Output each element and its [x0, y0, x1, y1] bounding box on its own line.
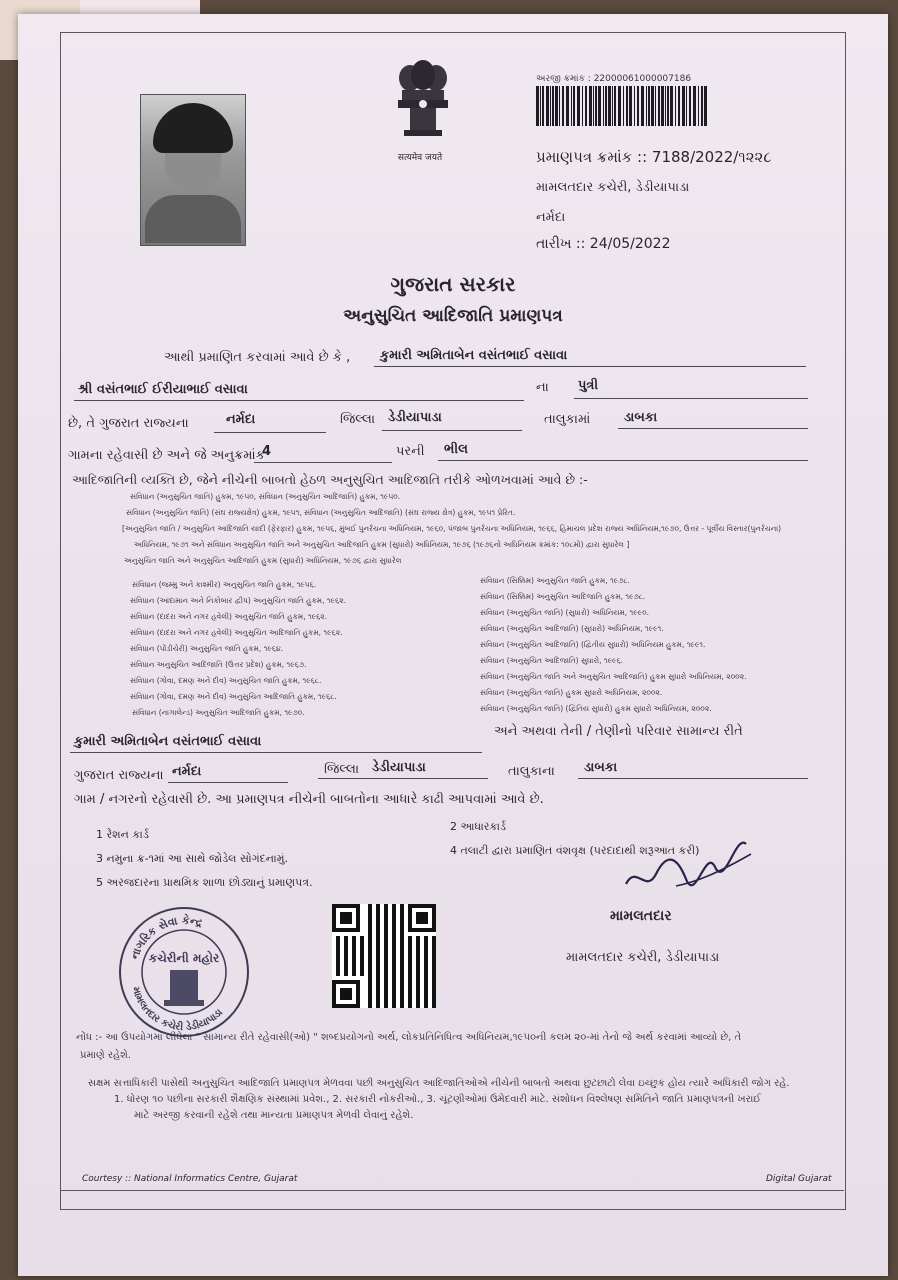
underline	[574, 398, 808, 399]
district-label-2: જિલ્લા	[324, 762, 360, 777]
order-left: સંવિધાન (પોંડીચેરી) અનુસુચિત જાતિ હુકમ, ૧૯૬૪.	[130, 644, 284, 653]
district-label: જિલ્લા	[340, 412, 376, 427]
order-line: અનુસુચિત જાતિ અને અનુસુચિત આદિજાતિ હુકમ (સુધારો) અધિનિયમ, ૧૯૭૬ દ્વારા સુધારેલ	[124, 556, 402, 565]
certificate-number: પ્રમાણપત્ર ક્રમાંક :: 7188/2022/૧૨૨૮	[536, 148, 772, 166]
basis-text: ગામ / નગરનો રહેવાસી છે. આ પ્રમાણપત્ર નીચેની બાબતોના આધારે કાઢી આપવામાં આવે છે.	[74, 792, 544, 807]
district-name: નર્મદા	[226, 412, 256, 427]
underline	[382, 430, 522, 431]
issuing-office: મામલતદાર કચેરી, ડેડીયાપાડા	[536, 180, 690, 195]
resident-label: ગામના રહેવાસી છે અને જે અનુક્રમાંક	[68, 448, 265, 463]
order-left: સંવિધાન (ગોવા, દમણ અને દીવ) અનુસુચિત આદિજાતિ હુકમ, ૧૯૬૮.	[130, 692, 337, 701]
application-number: અરજી ક્રમાંક : 22000061000007186	[536, 74, 692, 84]
district-value: ડેડીયાપાડા	[388, 410, 442, 425]
order-right: સંવિધાન (અનુસુચિત આદિજાતિ) (સુધારો) અધિનિયમ, ૧૯૯૧.	[480, 624, 664, 633]
officer-signature	[606, 824, 756, 904]
order-right: સંવિધાન (અનુસુચિત જાતિ અને અનુસુચિત આદિજાતિ) હુકમ સુધારો અધિનિયમ, ૨૦૦૨.	[480, 672, 747, 681]
underline	[374, 366, 806, 367]
cert-intro: આથી પ્રમાણિત કરવામાં આવે છે કે ,	[164, 350, 351, 365]
father-name: શ્રી વસંતભાઈ ઈરીયાભાઈ વસાવા	[78, 382, 248, 397]
order-left: સંવિધાન (દાદરા અને નગર હવેલી) અનુસુચિત આદિજાતિ હુકમ, ૧૯૬૨.	[130, 628, 343, 637]
order-left: સંવિધાન (જમ્મુ અને કાશ્મીર) અનુસુચિત જાતિ હુકમ, ૧૯૫૬.	[132, 580, 317, 589]
order-line: અધિનિયમ, ૧૯૭૧ અને સંવિધાન અનુસુચિત જાતિ અને અનુસુચિત આદિજાતિ હુકમ (સુધારો) અધિનિયમ, ૧૯૭૬ (૧૯૭૬નો અધિનિયમ ક્રમાંક: ૧૦૮મો) દ્વારા સુધારેલ ]	[134, 540, 630, 549]
note-line: માટે અરજી કરવાની રહેશે તથા માન્યતા પ્રમાણપત્ર મેળવી લેવાનું રહેશે.	[134, 1110, 414, 1121]
footer-brand: Digital Gujarat	[766, 1174, 832, 1184]
document-item: 3 નમુના ક્ર-૧માં આ સાથે જોડેલ સોગંદનામું.	[96, 852, 288, 865]
tribe-value: ભીલ	[444, 442, 468, 457]
order-right: સંવિધાન (અનુસુચિત જાતિ) (દ્વિતિય સુધારો) હુકમ સુધારો અધિનિયમ, ૨૦૦૨.	[480, 704, 712, 713]
document-item: 5 અરજદારના પ્રાથમિક શાળા છોડ્યાનું પ્રમાણપત્ર.	[96, 876, 313, 889]
barcode	[536, 86, 708, 126]
district-name-2: નર્મદા	[172, 764, 202, 779]
seal-top-text: નાગરિક સેવા કેન્દ્ર	[127, 913, 205, 962]
office-seal-icon	[114, 902, 254, 1042]
order-right: સંવિધાન (અનુસુચિત આદિજાતિ) સુધારો, ૧૯૯૬.	[480, 656, 624, 665]
residence-text: અને અથવા તેની / તેણીનો પરિવાર સામાન્ય રીતે	[494, 724, 743, 739]
seal-center-text: કચેરીની મહોર	[148, 951, 220, 965]
underline	[254, 462, 392, 463]
underline	[318, 778, 488, 779]
order-right: સંવિધાન (અનુસુચિત જાતિ) હુકમ સુધારો અધિનિયમ, ૨૦૦૨.	[480, 688, 663, 697]
order-left: સંવિધાન (દાદરા અને નગર હવેલી) અનુસુચિત જાતિ હુકમ, ૧૯૬૨.	[130, 612, 328, 621]
emblem-caption: सत्यमेव जयते	[397, 153, 443, 163]
national-emblem-icon	[388, 58, 458, 138]
declaration-text: આદિજાતિની વ્યક્તિ છે, જેને નીચેની બાબતો હેઠળ અનુસુચિત આદિજાતિ તરીકે ઓળખવામાં આવે છે :-	[72, 472, 588, 487]
underline	[214, 432, 326, 433]
order-right: સંવિધાન (અનુસુચિત આદિજાતિ) (દ્વિતીય સુધારો) અધિનિયમ હુકમ, ૧૯૯૧.	[480, 640, 706, 649]
district-value-2: ડેડીયાપાડા	[372, 760, 426, 775]
state-label: છે, તે ગુજરાત રાજ્યના	[68, 416, 189, 431]
order-line: સંવિધાન (અનુસુચિત જાતિ) (સંઘ રાજ્યક્ષેત્ર) હુકમ, ૧૯૫૧, સંવિધાન (અનુસુચિત આદિજાતિ) (સંઘ રાજ્ય ક્ષેત્ર) હુકમ, ૧૯૫૧ પ્રેરિત.	[126, 508, 516, 517]
underline	[578, 778, 808, 779]
document-item: 4 તલાટી દ્વારા પ્રમાણિત વંશવૃક્ષ (પરદાદાથી શરૂઆત કરી)	[450, 844, 700, 857]
taluka-label-2: તાલુકાના	[508, 764, 555, 779]
government-title: ગુજરાત સરકાર	[390, 272, 516, 296]
order-left: સંવિધાન અનુસુચિત આદિજાતિ (ઉત્તર પ્રદેશ) હુકમ, ૧૯૬૭.	[130, 660, 307, 669]
underline	[74, 400, 524, 401]
underline	[70, 752, 482, 753]
taluka-value: ડાબકા	[624, 410, 658, 425]
officer-office: મામલતદાર કચેરી, ડેડીયાપાડા	[566, 950, 720, 965]
certificate-title: અનુસુચિત આદિજાતિ પ્રમાણપત્ર	[343, 306, 563, 326]
qr-code	[332, 904, 436, 1008]
tribe-label: પરની	[396, 444, 425, 459]
underline	[618, 428, 808, 429]
note-line: પ્રમાણે રહેશે.	[80, 1050, 132, 1061]
applicant-name: કુમારી અમિતાબેન વસંતભાઈ વસાવા	[380, 348, 568, 363]
relation-label: ના	[536, 380, 549, 395]
issue-date: તારીખ :: 24/05/2022	[536, 236, 671, 252]
note-line: 1. ધોરણ ૧૦ પછીના સરકારી શૈક્ષણિક સંસ્થામાં પ્રવેશ., 2. સરકારી નોકરીઓ., 3. ચૂંટણીઓમાં ઉમેદવારી માટે. સંશોધન વિશ્લેષણ સમિતિને જાતિ પ્રમાણપત્રની ખરાઈ	[114, 1094, 761, 1105]
footer-divider	[60, 1190, 844, 1191]
underline	[438, 460, 808, 461]
order-right: સંવિધાન (સિક્કિમ) અનુસુચિત આદિજાતિ હુકમ, ૧૯૭૮.	[480, 592, 646, 601]
order-left: સંવિધાન (ગોવા, દમણ અને દીવ) અનુસુચિત જાતિ હુકમ, ૧૯૬૮.	[130, 676, 322, 685]
applicant-name-2: કુમારી અમિતાબેન વસંતભાઈ વસાવા	[74, 734, 262, 749]
officer-title: મામલતદાર	[610, 908, 672, 924]
note-line: નોંધ :- આ ઉપયોગમાં લીધેલા " સામાન્ય રીતે રહેવાસી(ઓ) " શબ્દપ્રયોગનો અર્થ, લોકપ્રતિનિધિત્વ અધિનિયમ,૧૯૫૦ની કલમ ૨૦-માં તેનો જે અર્થ કરવામાં આવ્યો છે, તે	[76, 1032, 742, 1043]
order-line: સંવિધાન (અનુસુચિત જાતિ) હુકમ, ૧૯૫૦, સંવિધાન (અનુસુચિત આદિજાતિ) હુકમ, ૧૯૫૦.	[130, 492, 401, 501]
taluka-label: તાલુકામાં	[544, 412, 591, 427]
underline	[168, 782, 288, 783]
taluka-value-2: ડાબકા	[584, 760, 618, 775]
document-item: 1 રેશન કાર્ડ	[96, 828, 149, 841]
certificate-paper	[18, 14, 888, 1276]
order-right: સંવિધાન (અનુસુચિત જાતિ) (સુધારો) અધિનિયમ, ૧૯૯૦.	[480, 608, 650, 617]
order-left: સંવિધાન (આંદામાન અને નિકોબાર દ્વીપ) અનુસુચિત જાતિ હુકમ, ૧૯૬૨.	[130, 596, 346, 605]
document-item: 2 આધારકાર્ડ	[450, 820, 506, 833]
order-left: સંવિધાન (નાગાલેન્ડ) અનુસુચિત આદિજાતિ હુકમ, ૧૯૭૦.	[132, 708, 305, 717]
issuing-district: નર્મદા	[536, 210, 566, 225]
footer-courtesy: Courtesy :: National Informatics Centre, Gujarat	[82, 1174, 298, 1184]
state-label-2: ગુજરાત રાજ્યના	[74, 768, 164, 783]
order-line: [અનુસુચિત જાતિ / અનુસુચિત આદિજાતિ યાદી (ફેરફાર) હુકમ, ૧૯૫૬, મુંબઈ પુનર્રચના અધિનિયમ, ૧૯૬૦, પંજાબ પુનર્રચના અધિનિયમ, ૧૯૬૬, હિમાચલ પ્રદેશ રાજ્ય અધિનિયમ,૧૯૭૦, ઉત્તર - પૂર્વીય વિસ્તાર(પુનર્રચના)	[122, 524, 782, 533]
serial-number: 4	[262, 444, 272, 459]
note-line: સક્ષમ સત્તાધિકારી પાસેથી અનુસુચિત આદિજાતિ પ્રમાણપત્ર મેળવવા પછી અનુસુચિત આદિજાતિઓએ નીચેની બાબતો અથવા છુટછાટો લેવા ઇચ્છુક હોય ત્યારે અધિકારી જોગ રહે.	[88, 1078, 790, 1089]
seal-bottom-text: મામલતદાર કચેરી ડેડીયાપાડા	[129, 985, 225, 1034]
order-right: સંવિધાન (સિક્કિમ) અનુસુચિત જાતિ હુકમ, ૧૯૭૮.	[480, 576, 630, 585]
relation-value: પુત્રી	[578, 378, 599, 393]
applicant-photo	[140, 94, 246, 246]
